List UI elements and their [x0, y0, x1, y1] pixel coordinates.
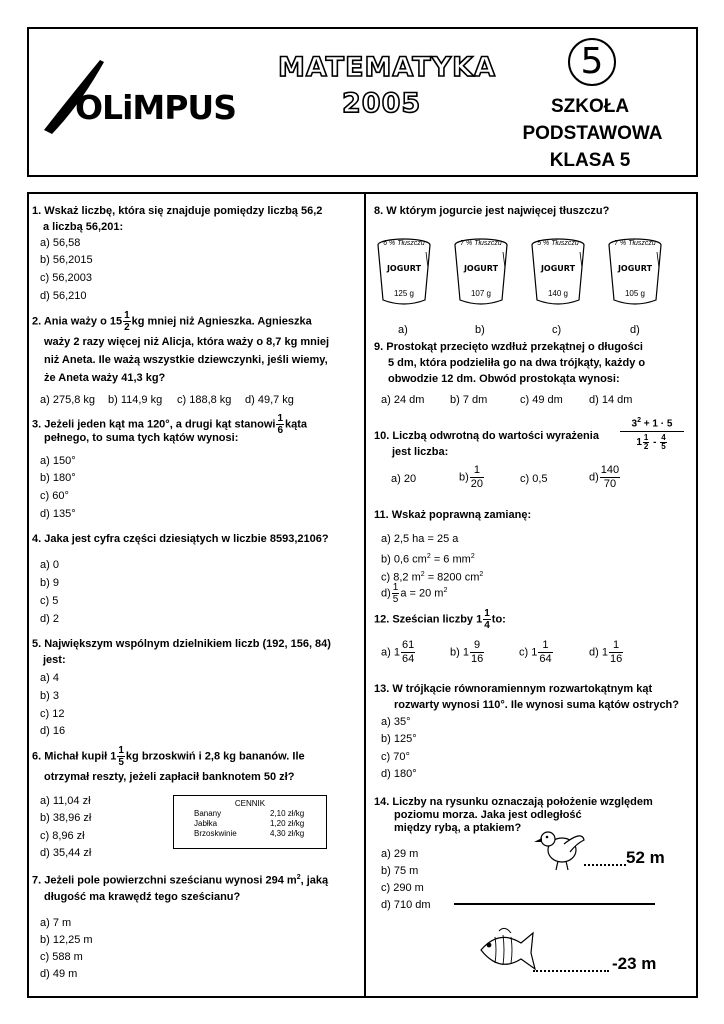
q2-option-a[interactable]: a) 275,8 kg	[40, 394, 96, 406]
q11-option-d[interactable]: d) $\frac{1}{5}$ a = 20 $m^2$	[381, 582, 448, 606]
q6-line-2: otrzymał reszty, jeżeli zapłacił banknotem 50 zł?	[44, 771, 295, 783]
title-matematyka: MATEMATYKA	[278, 52, 496, 83]
bird-icon	[532, 826, 588, 872]
fish-dotted-line	[533, 970, 609, 972]
q9-line-2: 5 dm, która podzieliła go na dwa trójkąty, każdy o	[388, 357, 646, 369]
q5-option-b[interactable]: b) 3	[40, 690, 59, 702]
q14-option-c[interactable]: c) 290 m	[381, 882, 424, 894]
q1-option-a[interactable]: a) 56,58	[40, 237, 81, 249]
q8-text: 8. W którym jogurcie jest najwięcej tłuszczu?	[374, 205, 610, 217]
q10-expr-denominator: 1 $\frac{1}{2}$ - $\frac{4}{5}$	[636, 433, 666, 452]
q6-text	[32, 745, 362, 786]
q10-option-d[interactable]: d) $\frac{140}{70}$	[589, 464, 620, 490]
price-value: 1,20 zł/kg	[270, 819, 305, 828]
q2-fraction: $\frac{1}{2}$	[124, 310, 130, 333]
grade-circle	[568, 38, 616, 86]
q14-option-a[interactable]: a) 29 m	[381, 848, 419, 860]
title-year: 2005	[342, 88, 422, 119]
cup-brand: JOGURT	[617, 264, 653, 273]
price-list-title: CENNIK	[234, 799, 266, 808]
price-row: Brzoskwinie	[194, 829, 237, 838]
price-row: Jabłka	[194, 819, 218, 828]
q5-line-2: jest:	[43, 654, 66, 666]
q3-option-c[interactable]: c) 60°	[40, 490, 69, 502]
q4-option-d[interactable]: d) 2	[40, 613, 59, 625]
q14-option-b[interactable]: b) 75 m	[381, 865, 419, 877]
q7-line-1: 7. Jeżeli pole powierzchni sześcianu wynosi 294 $m^2$, jaką	[32, 874, 329, 887]
q8-option-c[interactable]: c)	[552, 324, 562, 336]
q1-option-b[interactable]: b) 56,2015	[40, 254, 93, 266]
q13-text	[374, 681, 699, 713]
q4-option-a[interactable]: a) 0	[40, 559, 59, 571]
q5-line-1: 5. Największym wspólnym dzielnikiem liczb (192, 156, 84)	[32, 638, 331, 650]
q3-option-d[interactable]: d) 135°	[40, 508, 76, 520]
q1-text	[32, 203, 357, 235]
cup-brand: JOGURT	[540, 264, 576, 273]
q3-line-2: pełnego, to suma tych kątów wynosi:	[44, 432, 239, 444]
q10-line-1: 10. Liczbą odwrotną do wartości wyrażenia	[374, 430, 599, 442]
q7-option-b[interactable]: b) 12,25 m	[40, 934, 93, 946]
q6-line-1: 6. Michał kupił 1 $\frac{1}{5}$ kg brzoskwiń i 2,8 kg bananów. Ile	[32, 745, 305, 768]
fish-icon	[473, 925, 537, 975]
q4-option-b[interactable]: b) 9	[40, 577, 59, 589]
q9-option-c[interactable]: c) 49 dm	[520, 394, 563, 406]
price-row: Banany	[194, 809, 222, 818]
q7-option-d[interactable]: d) 49 m	[40, 968, 78, 980]
sea-level-line	[454, 903, 655, 905]
q13-option-c[interactable]: c) 70°	[381, 751, 410, 763]
q3-option-a[interactable]: a) 150°	[40, 455, 76, 467]
q4-text: 4. Jaka jest cyfra części dziesiątych w liczbie 8593,2106?	[32, 533, 329, 545]
q6-option-c[interactable]: c) 8,96 zł	[40, 830, 85, 842]
cup-mass: 107 g	[470, 289, 492, 298]
q12-option-d[interactable]: d) 1 $\frac{1}{16}$	[589, 639, 623, 665]
q5-text	[32, 636, 362, 668]
q10-line-2: jest liczba:	[392, 446, 449, 458]
q1-line-1: 1. Wskaż liczbę, która się znajduje pomiędzy liczbą 56,2	[32, 205, 323, 217]
q2-option-d[interactable]: d) 49,7 kg	[245, 394, 294, 406]
q9-line-1: 9. Prostokąt przecięto wzdłuż przekątnej o długości	[374, 341, 643, 353]
q11-option-b[interactable]: b) 0,6 $cm^2 = 6$ $mm^2$	[381, 553, 475, 566]
q6-option-b[interactable]: b) 38,96 zł	[40, 812, 92, 824]
bird-height-label: 52 m	[626, 848, 665, 867]
q9-line-3: obwodzie 12 dm. Obwód prostokąta wynosi:	[388, 373, 620, 385]
cup-brand: JOGURT	[463, 264, 499, 273]
q12-option-a[interactable]: a) 1 $\frac{61}{64}$	[381, 639, 415, 665]
q13-option-b[interactable]: b) 125°	[381, 733, 417, 745]
q1-line-2: a liczbą 56,201:	[43, 221, 124, 233]
q2-option-c[interactable]: c) 188,8 kg	[177, 394, 232, 406]
q5-option-c[interactable]: c) 12	[40, 708, 65, 720]
q11-option-c[interactable]: c) 8,2 $m^2 = 8200$ $cm^2$	[381, 571, 484, 584]
q11-option-a[interactable]: a) 2,5 ha = 25 a	[381, 533, 459, 545]
q8-option-b[interactable]: b)	[475, 324, 485, 336]
q6-option-a[interactable]: a) 11,04 zł	[40, 795, 91, 807]
q3-text	[32, 413, 362, 446]
q7-option-c[interactable]: c) 588 m	[40, 951, 83, 963]
q2-line-3: niż Aneta. Ile ważą wszystkie dziewczynki, jeśli wiemy,	[44, 354, 328, 366]
grade-number: 5	[580, 41, 604, 82]
q5-option-d[interactable]: d) 16	[40, 725, 66, 737]
school-line-2: PODSTAWOWA	[522, 123, 663, 144]
q2-text	[32, 310, 362, 387]
q14-line-2: poziomu morza. Jaka jest odległość	[394, 809, 582, 821]
logo-text: OLiMPUS	[75, 88, 236, 127]
q5-option-a[interactable]: a) 4	[40, 672, 59, 684]
cup-fat-label: 5 % Tłuszczu	[537, 240, 579, 247]
cup-fat-label: 6 % Tłuszczu	[383, 240, 425, 247]
q14-line-1: 14. Liczby na rysunku oznaczają położenie względem	[374, 796, 653, 808]
yogurt-cup-b[interactable]	[453, 238, 509, 298]
q10-option-b[interactable]: b) $\frac{1}{20}$	[459, 464, 484, 490]
price-value: 2,10 zł/kg	[270, 809, 305, 818]
q3-option-b[interactable]: b) 180°	[40, 472, 76, 484]
q7-line-2: długość ma krawędź tego sześcianu?	[44, 890, 241, 903]
fish-depth-label: -23 m	[612, 954, 657, 973]
yogurt-cup-d[interactable]	[607, 238, 663, 298]
q1-option-d[interactable]: d) 56,210	[40, 290, 87, 302]
cup-fat-label: 7 % Tłuszczu	[614, 240, 656, 247]
q4-option-c[interactable]: c) 5	[40, 595, 59, 607]
q13-option-d[interactable]: d) 180°	[381, 768, 417, 780]
school-line-1: SZKOŁA	[550, 96, 630, 117]
q10-expr-numerator: $3^2 + 1 \cdot 5$	[620, 414, 684, 432]
q10-option-a[interactable]: a) 20	[391, 473, 417, 485]
bird-dotted-line	[584, 864, 626, 866]
q12-option-b[interactable]: b) 1 $\frac{9}{16}$	[450, 639, 484, 665]
q11-text: 11. Wskaż poprawną zamianę:	[374, 509, 532, 521]
q7-text	[32, 870, 362, 905]
q10-option-c[interactable]: c) 0,5	[520, 473, 548, 485]
q9-option-a[interactable]: a) 24 dm	[381, 394, 425, 406]
q7-option-a[interactable]: a) 7 m	[40, 917, 72, 929]
q14-option-d[interactable]: d) 710 dm	[381, 899, 431, 911]
school-line-3: KLASA 5	[549, 150, 631, 171]
q13-line-1: 13. W trójkącie równoramiennym rozwartokątnym kąt	[374, 683, 653, 695]
q14-line-3: między rybą, a ptakiem?	[394, 822, 522, 834]
q2-option-b[interactable]: b) 114,9 kg	[108, 394, 163, 406]
q9-option-b[interactable]: b) 7 dm	[450, 394, 488, 406]
cup-mass: 140 g	[547, 289, 569, 298]
price-list	[173, 795, 327, 849]
q2-line-4: że Aneta waży 41,3 kg?	[44, 372, 166, 384]
column-divider	[364, 193, 366, 997]
q8-option-d[interactable]: d)	[630, 324, 640, 336]
yogurt-cup-a[interactable]	[376, 238, 432, 298]
q13-option-a[interactable]: a) 35°	[381, 716, 411, 728]
cup-mass: 105 g	[624, 289, 646, 298]
cup-mass: 125 g	[393, 289, 415, 298]
cup-fat-label: 7 % Tłuszczu	[460, 240, 502, 247]
q3-line-1: 3. Jeżeli jeden kąt ma 120°, a drugi kąt stanowi $\frac{1}{6}$ kąta	[32, 413, 308, 436]
q10-text	[374, 428, 634, 460]
q1-option-c[interactable]: c) 56,2003	[40, 272, 92, 284]
cup-brand: JOGURT	[386, 264, 422, 273]
q8-option-a[interactable]: a)	[398, 324, 408, 336]
price-value: 4,30 zł/kg	[270, 829, 305, 838]
q6-fraction: $\frac{1}{5}$	[118, 745, 124, 768]
yogurt-cup-c[interactable]	[530, 238, 586, 298]
q2-line-1: 2. Ania waży o 15 $\frac{1}{2}$ kg mniej niż Agnieszka. Agnieszka	[32, 310, 312, 333]
q3-fraction: $\frac{1}{6}$	[277, 413, 284, 436]
q10-expression	[620, 414, 684, 451]
q12-option-c[interactable]: c) 1 $\frac{1}{64}$	[519, 639, 552, 665]
q12-text: 12. Sześcian liczby 1 $\frac{1}{4}$ to:	[374, 608, 506, 631]
q12-fraction: $\frac{1}{4}$	[484, 608, 490, 631]
q6-option-d[interactable]: d) 35,44 zł	[40, 847, 92, 859]
q9-option-d[interactable]: d) 14 dm	[589, 394, 633, 406]
q2-line-2: waży 2 razy więcej niż Alicja, która waży o 8,7 kg mniej	[44, 336, 330, 348]
q13-line-2: rozwarty wynosi 110°. Ile wynosi suma kątów ostrych?	[394, 699, 679, 711]
q9-text	[374, 339, 694, 387]
